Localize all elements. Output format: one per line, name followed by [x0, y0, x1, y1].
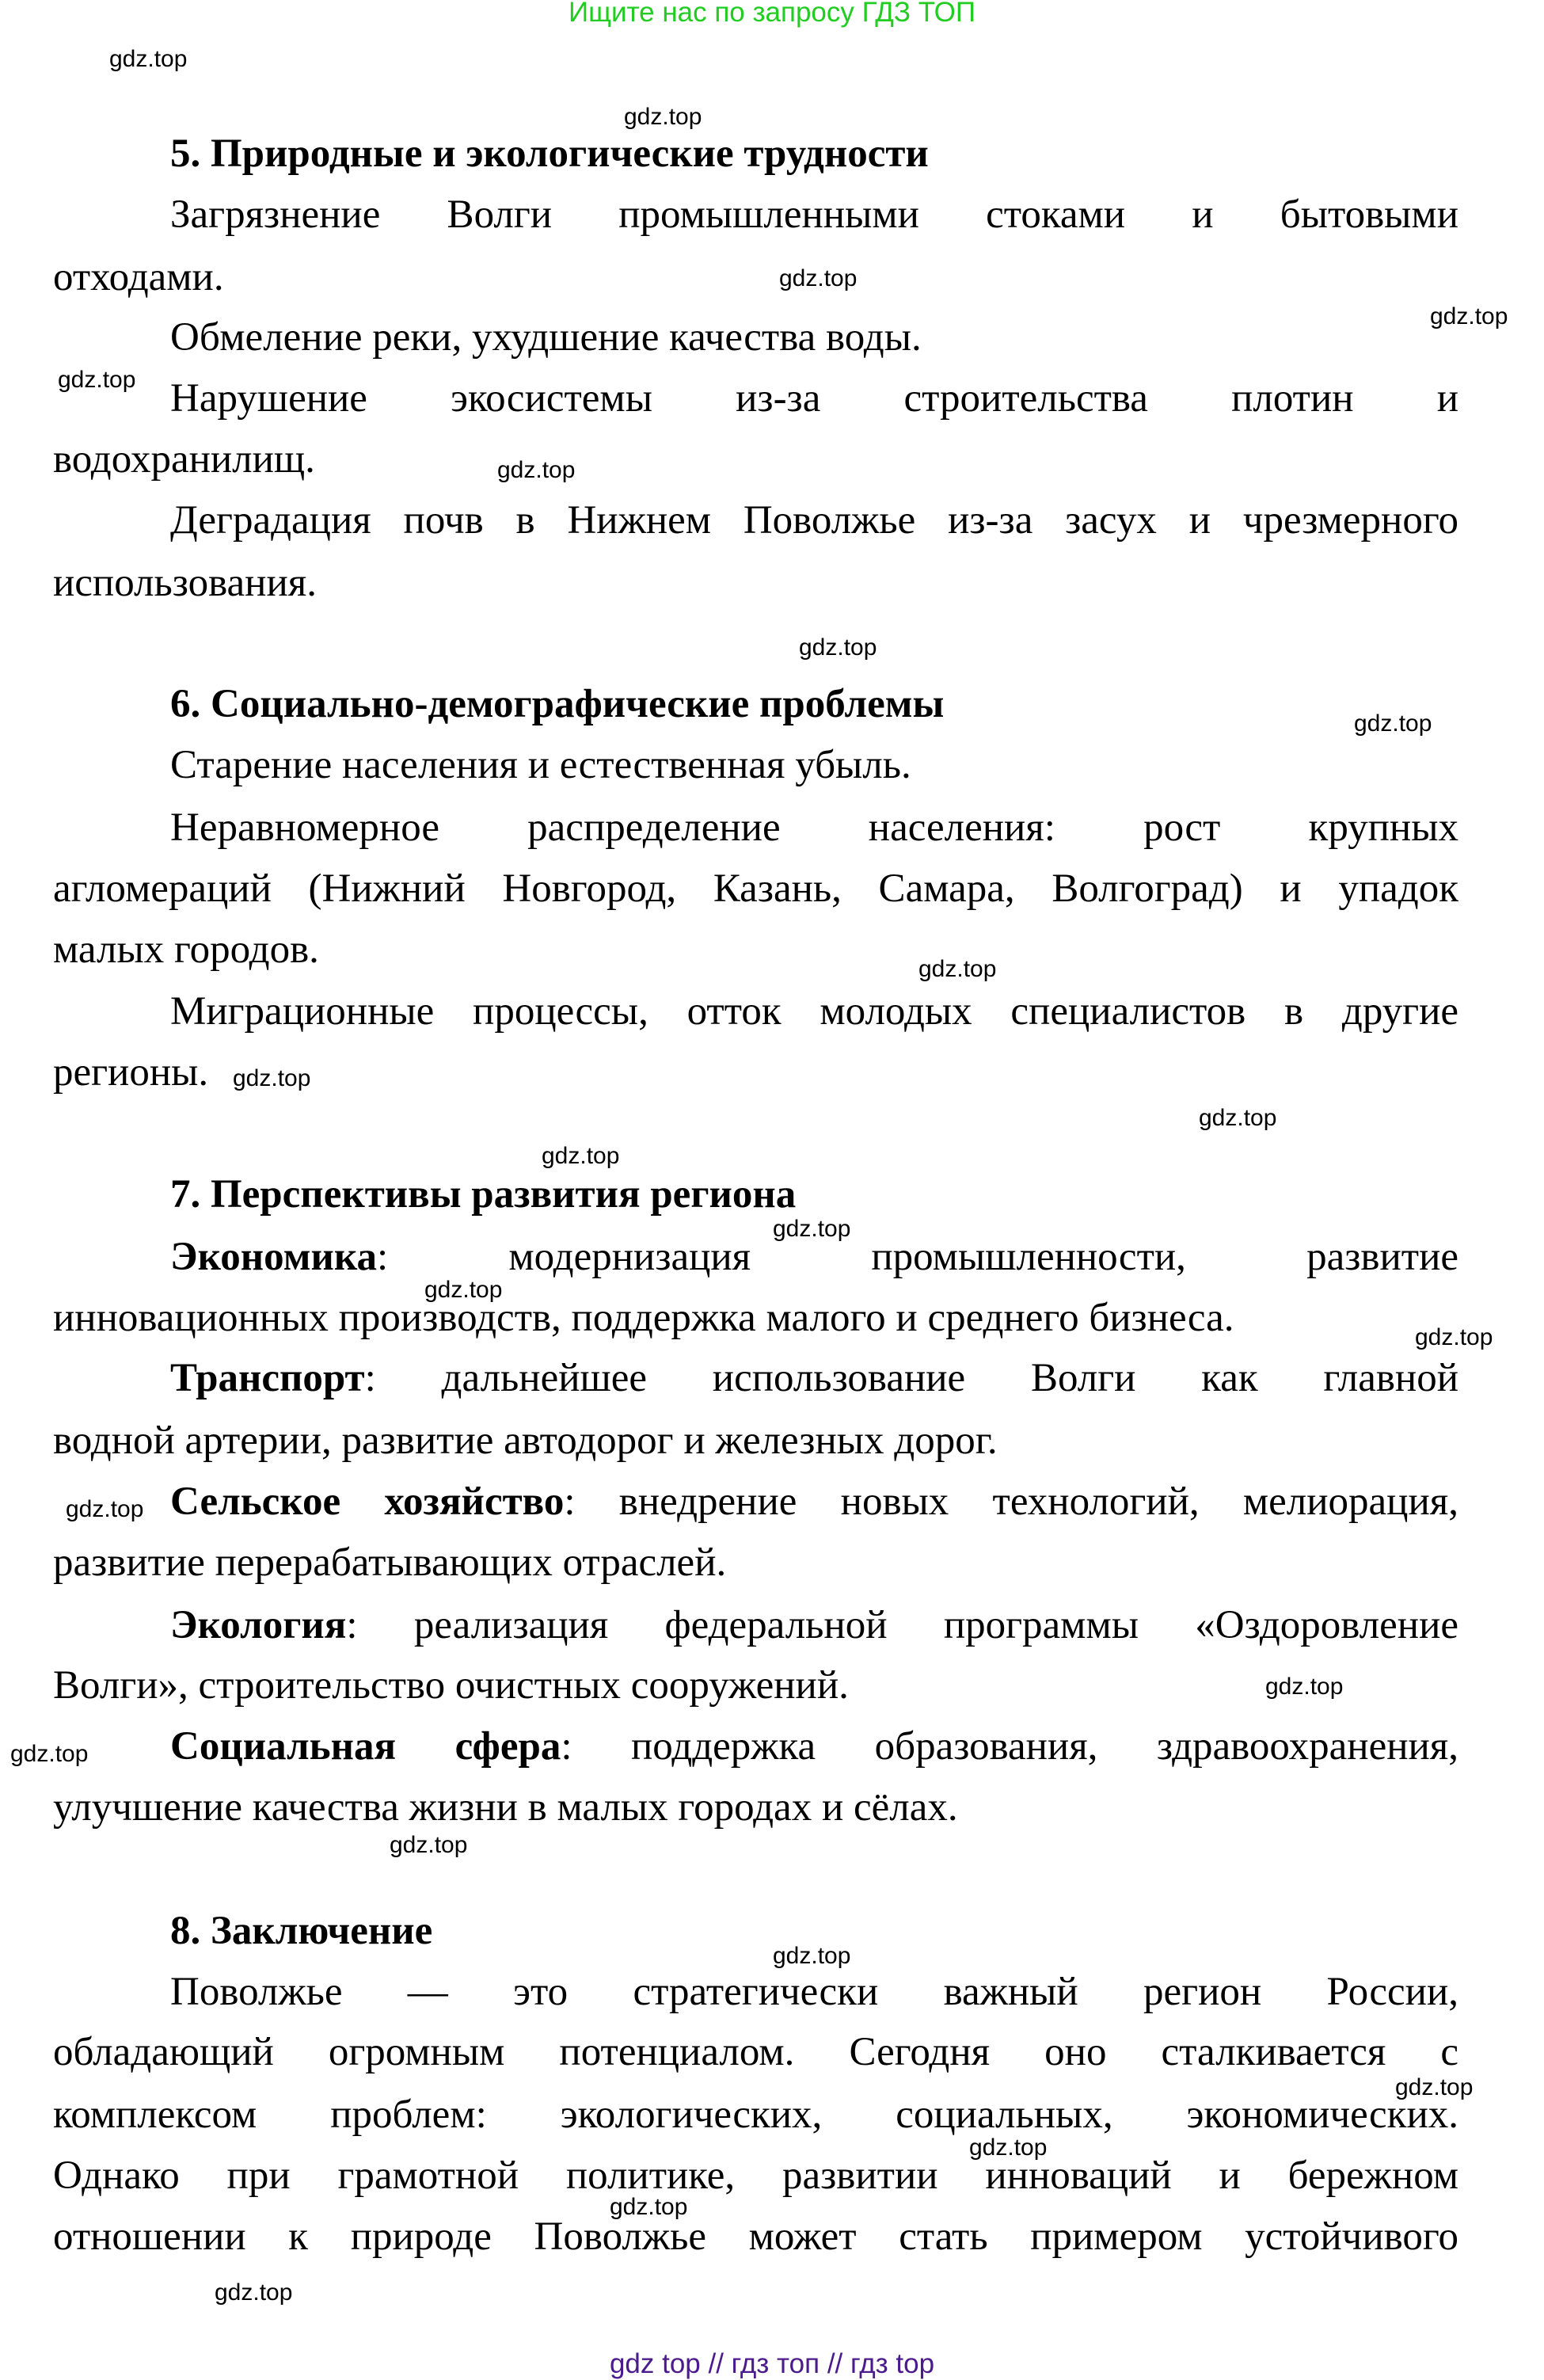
watermark-text: gdz.top — [779, 265, 858, 291]
text-line — [53, 1533, 1458, 1594]
watermark-text: gdz.top — [610, 2194, 688, 2220]
text-line — [170, 307, 1458, 368]
line-text: Однако при грамотной политике, развитии инноваций и бережном — [53, 2153, 1458, 2198]
line-text: Нарушение экосистемы из-за строительства плотин и — [170, 376, 1458, 421]
watermark-text: gdz.top — [542, 1143, 620, 1169]
line-text: использования. — [53, 561, 317, 605]
watermark-text: gdz.top — [799, 634, 877, 661]
watermark-text: gdz.top — [773, 1216, 851, 1242]
line-text: 7. Перспективы развития региона — [170, 1172, 797, 1217]
line-text: регионы. — [53, 1050, 209, 1095]
line-text: отношении к природе Поволжье может стать примером устойчивого — [53, 2214, 1458, 2259]
text-line — [170, 1348, 1458, 1409]
line-text: : реализация федеральной программы «Оздоровление — [346, 1603, 1458, 1647]
line-text: обладающий огромным потенциалом. Сегодня оно сталкивается с — [53, 2030, 1458, 2074]
text-line — [53, 2146, 1458, 2207]
watermark-text: gdz.top — [1430, 303, 1508, 329]
bold-term: Социальная сфера — [170, 1724, 561, 1769]
line-text: : дальнейшее использование Волги как главной — [364, 1356, 1458, 1400]
line-text: комплексом проблем: экологических, социальных, экономических. — [53, 2092, 1458, 2137]
line-text: водохранилищ. — [53, 437, 315, 482]
text-line — [170, 735, 1458, 796]
line-text: Миграционные процессы, отток молодых специалистов в другие — [170, 989, 1458, 1034]
bold-term: Экология — [170, 1603, 347, 1647]
line-text: малых городов. — [53, 927, 319, 972]
line-text: Поволжье — это стратегически важный регион России, — [170, 1970, 1458, 2014]
line-text: водной артерии, развитие автодорог и железных дорог. — [53, 1418, 998, 1463]
text-line — [170, 1595, 1458, 1656]
line-text: развитие перерабатывающих отраслей. — [53, 1540, 727, 1585]
text-line — [53, 1777, 1458, 1838]
line-text: инновационных производств, поддержка малого и среднего бизнеса. — [53, 1296, 1234, 1340]
text-line — [53, 859, 1458, 920]
line-text: Обмеление реки, ухудшение качества воды. — [170, 315, 922, 360]
watermark-text: gdz.top — [1265, 1674, 1344, 1700]
line-text: 6. Социально-демографические проблемы — [170, 682, 945, 726]
watermark-text: gdz.top — [918, 956, 997, 982]
text-line — [170, 981, 1458, 1042]
line-text: Неравномерное распределение населения: рост крупных — [170, 805, 1458, 850]
bold-term: Сельское хозяйство — [170, 1479, 565, 1524]
section-heading — [170, 124, 1458, 185]
text-line — [170, 368, 1458, 429]
text-line — [53, 2085, 1458, 2146]
line-text: : модернизация промышленности, развитие — [376, 1235, 1458, 1279]
line-text: 5. Природные и экологические трудности — [170, 131, 929, 176]
watermark-text: gdz.top — [424, 1277, 503, 1303]
text-line — [53, 429, 1458, 490]
text-line — [170, 1716, 1458, 1777]
watermark-text: gdz.top — [233, 1065, 311, 1091]
text-line — [53, 553, 1458, 614]
watermark-text: gdz.top — [58, 367, 136, 393]
line-text: : поддержка образования, здравоохранения, — [561, 1724, 1459, 1769]
watermark-text: gdz.top — [1415, 1324, 1493, 1350]
watermark-text: gdz.top — [215, 2279, 293, 2306]
text-line — [53, 1288, 1458, 1349]
line-text: 8. Заключение — [170, 1909, 433, 1953]
line-text: Старение населения и естественная убыль. — [170, 743, 911, 787]
watermark-text: gdz.top — [497, 457, 576, 483]
line-text: Деградация почв в Нижнем Поволжье из-за засух и чрезмерного — [170, 498, 1458, 543]
watermark-text: gdz.top — [969, 2134, 1048, 2161]
section-heading — [170, 674, 1458, 735]
text-line — [53, 920, 1458, 981]
search-banner: Ищите нас по запросу ГДЗ ТОП — [569, 0, 975, 28]
text-line — [170, 185, 1458, 246]
text-line — [53, 1411, 1458, 1472]
watermark-text: gdz.top — [773, 1943, 851, 1969]
footer-links[interactable]: gdz top // гдз топ // гдз top — [609, 2348, 935, 2379]
line-text: Волги», строительство очистных сооружений. — [53, 1663, 849, 1708]
text-line — [53, 1655, 1458, 1716]
line-text: улучшение качества жизни в малых городах и сёлах. — [53, 1785, 958, 1830]
text-line — [170, 798, 1458, 859]
line-text: Загрязнение Волги промышленными стоками и бытовыми — [170, 192, 1458, 237]
watermark-text: gdz.top — [1354, 710, 1432, 737]
watermark-text: gdz.top — [10, 1741, 89, 1767]
bold-term: Экономика — [170, 1235, 377, 1279]
line-text: : внедрение новых технологий, мелиорация, — [564, 1479, 1458, 1524]
watermark-text: gdz.top — [390, 1832, 468, 1858]
text-line — [170, 1472, 1458, 1533]
text-line — [53, 2207, 1458, 2268]
text-line — [170, 490, 1458, 551]
watermark-text: gdz.top — [1395, 2074, 1474, 2100]
line-text: отходами. — [53, 255, 224, 299]
watermark-text: gdz.top — [624, 104, 702, 130]
watermark-text: gdz.top — [109, 46, 188, 72]
watermark-text: gdz.top — [66, 1496, 144, 1522]
bold-term: Транспорт — [170, 1356, 365, 1400]
text-line — [170, 1962, 1458, 2023]
text-line — [53, 247, 1458, 308]
watermark-text: gdz.top — [1199, 1105, 1277, 1131]
line-text: агломераций (Нижний Новгород, Казань, Самара, Волгоград) и упадок — [53, 866, 1458, 911]
text-line — [53, 2022, 1458, 2083]
